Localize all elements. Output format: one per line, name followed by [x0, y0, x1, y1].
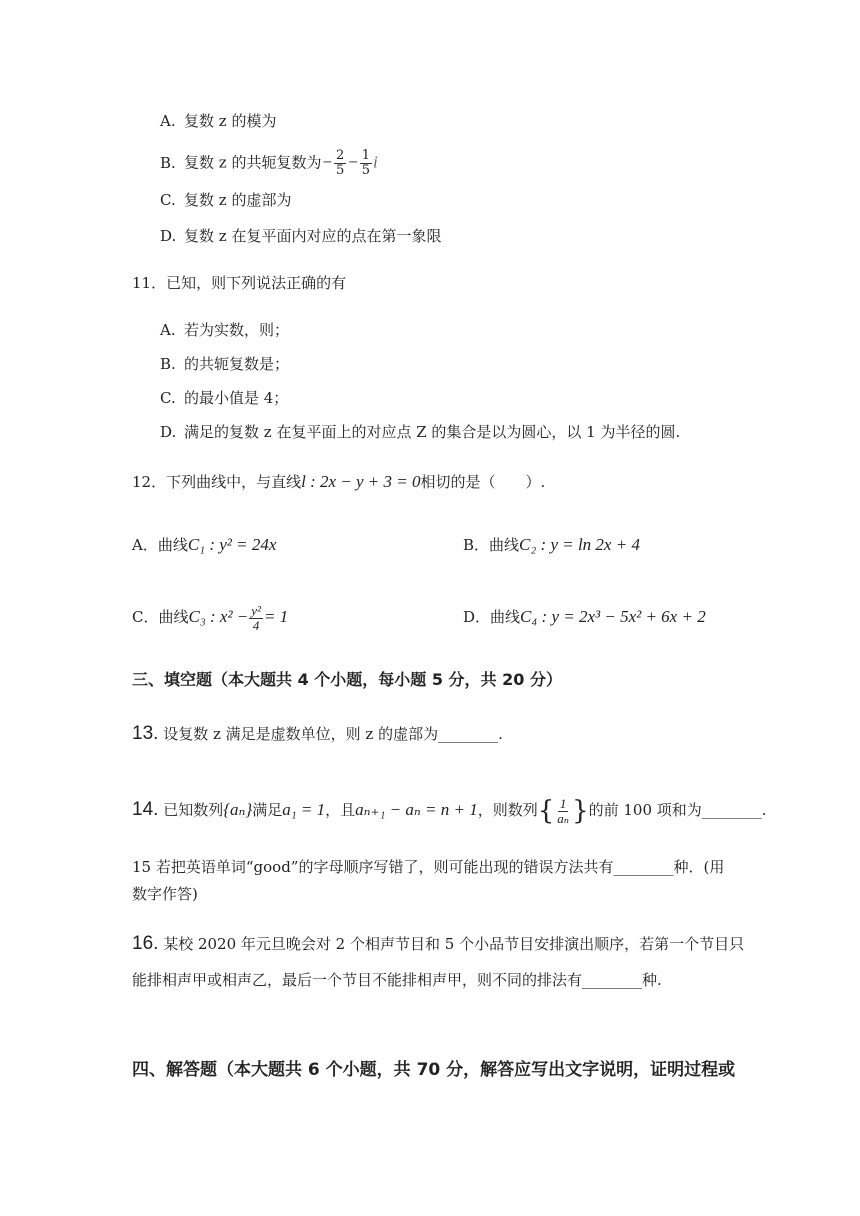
- question-text: 设复数 z 满足是虚数单位，则 z 的虚部为________.: [163, 725, 503, 743]
- option-letter: D.: [160, 227, 177, 245]
- option-text: 的最小值是 4；: [184, 389, 289, 407]
- stem-text: 12．下列曲线中，与直线: [132, 473, 302, 491]
- q12-option-d: [463, 607, 706, 627]
- q16-line-2: 能排相声甲或相声乙，最后一个节目不能排相声甲，则不同的排法有________种.: [132, 971, 662, 989]
- line-equation: l : 2x − y + 3 = 0: [301, 472, 421, 491]
- option-letter: D.: [160, 423, 177, 441]
- question-text: 的前 100 项和为________.: [588, 801, 767, 819]
- curve-equation: C₁ : y² = 24x: [187, 535, 277, 554]
- q10-option-c: [160, 190, 291, 210]
- fraction-numerator: 1: [559, 795, 567, 811]
- question-text: 某校 2020 年元旦晚会对 2 个相声节目和 5 个小品节目安排演出顺序，若第一个节目只: [163, 935, 745, 953]
- option-text: 复数 z 的共轭复数为: [184, 153, 322, 172]
- option-letter: C．曲线: [132, 608, 189, 626]
- curve-equation: = 1: [263, 607, 289, 626]
- fraction-two-fifths: [334, 149, 346, 178]
- option-letter: D．曲线: [463, 608, 521, 626]
- option-text: 若为实数，则；: [184, 321, 290, 339]
- section-three-title: 三、填空题（本大题共 4 个小题，每小题 5 分，共 20 分）: [132, 670, 562, 689]
- fraction-one-over-an: [555, 797, 571, 826]
- q13: [132, 724, 503, 744]
- question-text: ，则数列: [477, 801, 538, 819]
- fraction-denominator: 4: [252, 617, 260, 633]
- q11-option-a: [160, 320, 289, 340]
- fraction-denominator: 5: [361, 163, 370, 178]
- imaginary-unit: i: [372, 152, 378, 172]
- fraction-denominator: aₙ: [557, 810, 570, 826]
- q12-stem: [132, 472, 545, 492]
- curve-equation: C₄ : y = 2x³ − 5x² + 6x + 2: [520, 607, 706, 626]
- option-text: 满足的复数 z 在复平面上的对应点 Z 的集合是以为圆心，以 1 为半径的圆.: [184, 423, 681, 441]
- option-text: 的共轭复数是；: [184, 355, 290, 373]
- question-text: 已知数列: [163, 801, 224, 819]
- option-text: 复数 z 的模为: [184, 112, 277, 130]
- option-letter: A.: [160, 112, 176, 130]
- q12-option-b: [463, 535, 640, 555]
- left-brace: {: [537, 796, 555, 826]
- q12-option-c: [132, 600, 288, 634]
- q15-line-1: 15 若把英语单词“good”的字母顺序写错了，则可能出现的错误方法共有________种．(用: [132, 858, 725, 876]
- curve-equation: C₂ : y = ln 2x + 4: [519, 535, 640, 554]
- option-letter: C.: [160, 389, 176, 407]
- option-letter: A．曲线: [132, 536, 188, 554]
- option-text: 复数 z 的虚部为: [184, 191, 292, 209]
- q12-option-a: [132, 535, 276, 555]
- fraction-denominator: 5: [335, 163, 345, 178]
- minus-sign: −: [321, 152, 333, 172]
- q16-line-1: [132, 934, 744, 954]
- question-number: 13.: [132, 723, 159, 744]
- fraction-numerator: y²: [251, 602, 261, 618]
- q14: [132, 790, 767, 831]
- minus-sign: −: [347, 152, 359, 172]
- fraction-numerator: 2: [335, 148, 345, 163]
- q11-stem: 11．已知，则下列说法正确的有: [132, 274, 347, 292]
- q11-option-d: [160, 422, 680, 442]
- sequence-symbol: {aₙ}: [223, 800, 253, 819]
- initial-term: a₁ = 1: [282, 800, 326, 819]
- option-letter: B．曲线: [463, 536, 520, 554]
- q11-option-b: [160, 354, 289, 374]
- q10-option-a: [160, 111, 276, 131]
- fraction-one-fifth: [360, 149, 372, 178]
- q10-option-d: [160, 226, 441, 246]
- option-letter: B.: [160, 355, 176, 373]
- q10-option-b: [160, 149, 378, 178]
- q11-option-c: [160, 388, 288, 408]
- stem-text: 相切的是（ ）.: [420, 473, 546, 491]
- fraction-numerator: 1: [361, 148, 370, 163]
- right-brace: }: [572, 796, 589, 826]
- question-text: 满足: [252, 801, 283, 819]
- option-letter: A.: [160, 321, 176, 339]
- option-letter: B.: [160, 153, 176, 172]
- section-four-title: 四、解答题（本大题共 6 个小题，共 70 分，解答应写出文字说明，证明过程或: [132, 1060, 736, 1080]
- question-text: ，且: [325, 801, 356, 819]
- option-letter: C.: [160, 191, 176, 209]
- option-text: 复数 z 在复平面内对应的点在第一象限: [184, 227, 442, 245]
- curve-equation: C₃ : x² −: [188, 607, 249, 626]
- fraction-y-squared-over-four: [249, 604, 263, 633]
- q15-line-2: 数字作答): [132, 885, 198, 903]
- recurrence: aₙ₊₁ − aₙ = n + 1: [355, 800, 478, 819]
- question-number: 14.: [132, 799, 159, 820]
- question-number: 16.: [132, 933, 159, 954]
